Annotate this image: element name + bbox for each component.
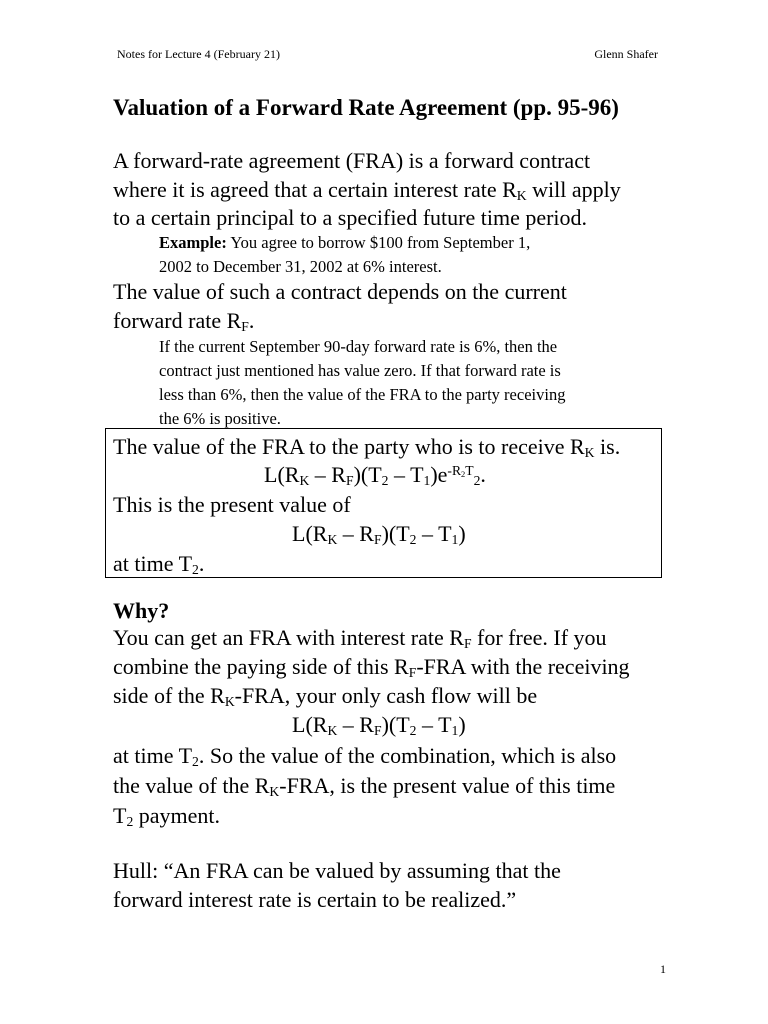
why-line: at time $T_2$. So the value of the combination, which is also: [113, 743, 617, 769]
intro-line: A forward-rate agreement (FRA) is a forward contract: [113, 148, 591, 173]
page-number: 1: [660, 962, 666, 976]
note-line: If the current September 90-day forward rate is 6%, then the: [159, 337, 558, 356]
box-formula: $L(R_K - R_F)(T_2 - T_1)$: [292, 521, 466, 547]
why-formula: $L(R_K - R_F)(T_2 - T_1)$: [292, 712, 466, 738]
why-line: combine the paying side of this $R_F$-FRA with the receiving: [113, 654, 630, 680]
example-line: Example: You agree to borrow $100 from September 1,: [159, 233, 531, 252]
intro-line: to a certain principal to a specified future time period.: [113, 205, 588, 230]
why-line: You can get an FRA with interest rate $R_F$ for free. If you: [113, 625, 607, 651]
note-line: the 6% is positive.: [159, 409, 281, 428]
example-line: 2002 to December 31, 2002 at 6% interest.: [159, 257, 442, 276]
box-line: The value of the FRA to the party who is to receive $R_K$ is.: [113, 434, 621, 460]
value-line: The value of such a contract depends on the current: [113, 279, 567, 304]
header-left: Notes for Lecture 4 (February 21): [117, 47, 280, 61]
note-line: less than 6%, then the value of the FRA to the party receiving: [159, 385, 566, 404]
why-line: side of the $R_K$-FRA, your only cash flow will be: [113, 683, 538, 709]
header-right: Glenn Shafer: [594, 47, 658, 61]
box-line: This is the present value of: [113, 492, 351, 517]
hull-line: Hull: “An FRA can be valued by assuming that the: [113, 858, 561, 883]
why-heading: Why?: [113, 598, 170, 623]
why-line: the value of the $R_K$-FRA, is the present value of this time: [113, 773, 616, 799]
example-label: Example:: [159, 233, 227, 252]
why-line: $T_2$ payment.: [113, 803, 221, 829]
intro-line: where it is agreed that a certain interest rate $R_K$ will apply: [113, 177, 621, 203]
box-formula-discounted: $L(R_K - R_F)(T_2 - T_1)e^{-R_2T}_2$.: [264, 462, 486, 488]
hull-line: forward interest rate is certain to be realized.”: [113, 887, 517, 912]
note-line: contract just mentioned has value zero. If that forward rate is: [159, 361, 561, 380]
page-title: Valuation of a Forward Rate Agreement (pp. 95-96): [113, 95, 619, 120]
value-line: forward rate $R_F$.: [113, 308, 255, 334]
box-line: at time $T_2$.: [113, 551, 205, 577]
